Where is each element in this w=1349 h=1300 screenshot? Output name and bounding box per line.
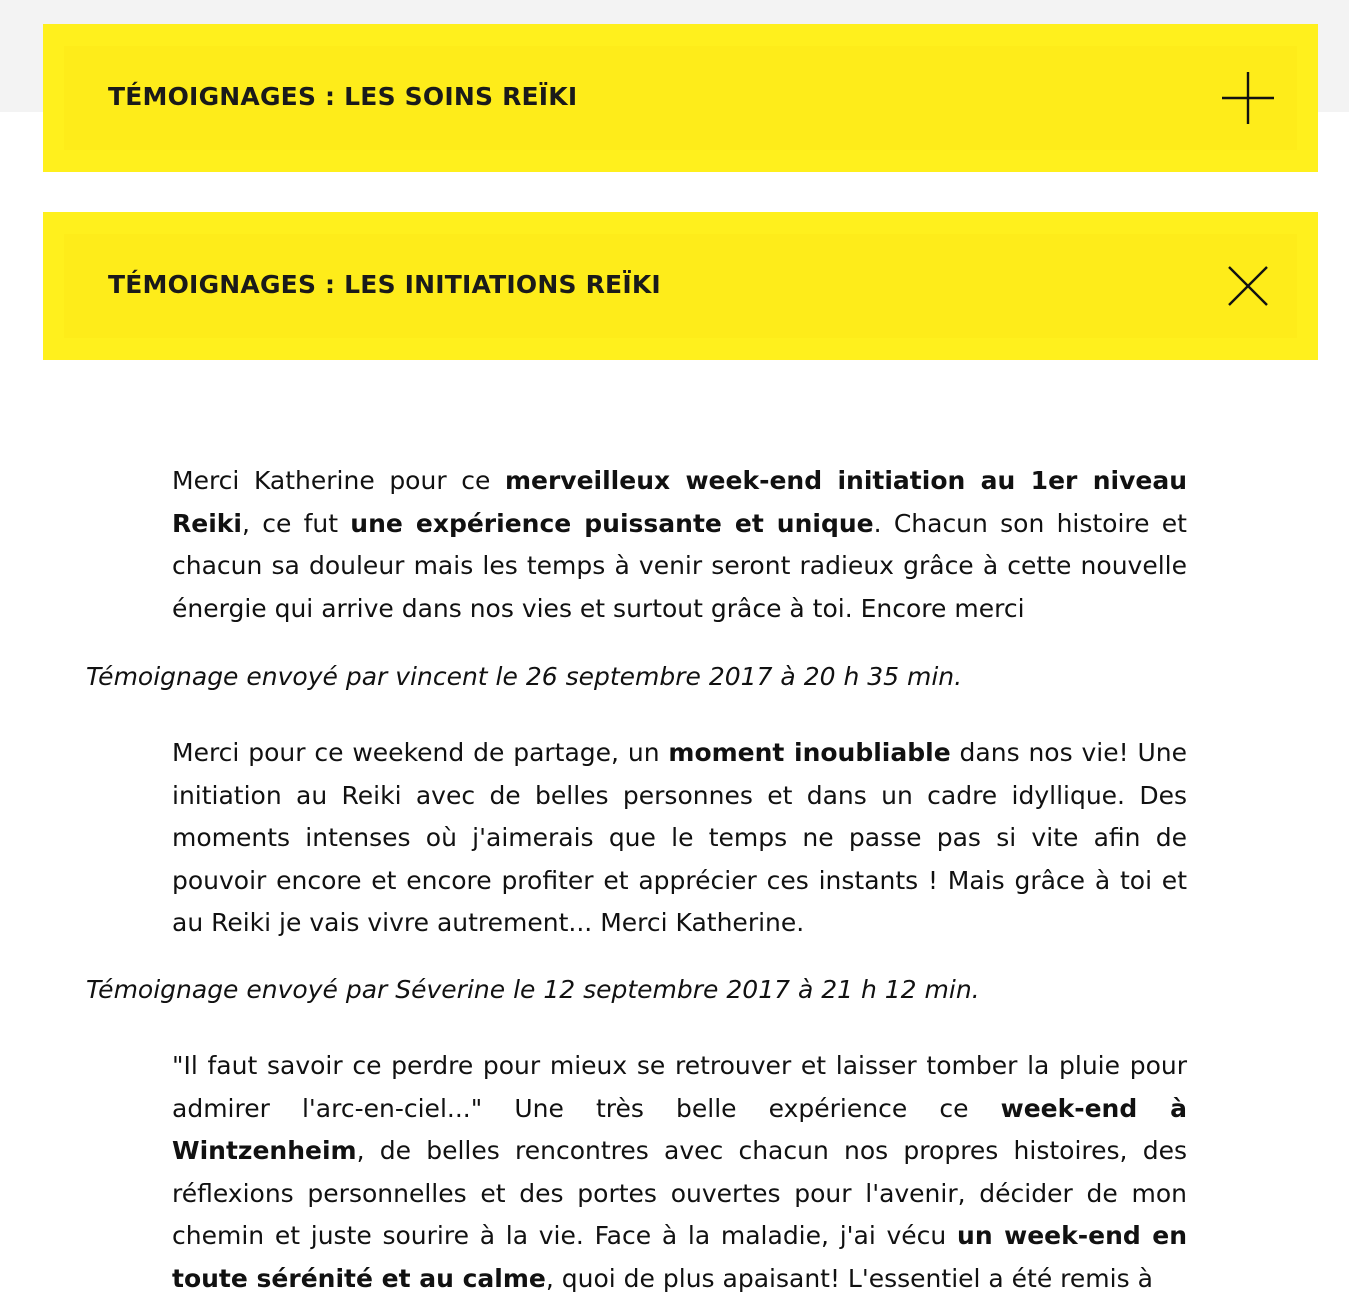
accordion-initiations-reiki[interactable]: [43, 212, 1318, 360]
testimonial-quote: [172, 732, 1187, 945]
quote-text: Merci Katherine pour ce: [172, 466, 505, 495]
quote-text: , ce fut: [241, 508, 351, 538]
testimonial-signature: Témoignage envoyé par vincent le 26 septembre 2017 à 20 h 35 min.: [86, 662, 963, 691]
quote-text: , de belles rencontres avec chacun nos propres histoires, des réflexions personnelles et des portes ouvertes pour l'avenir, décider de mon chemin et juste sourire à la vie. Face à la maladie, j'ai vécu: [172, 1136, 1187, 1250]
accordion-title[interactable]: TÉMOIGNAGES : LES SOINS REÏKI: [108, 82, 578, 111]
accordion-soins-reiki[interactable]: [43, 24, 1318, 172]
quote-text: "Il faut savoir ce perdre pour mieux se retrouver et laisser tomber la pluie pour admirer l'arc-en-ciel..." Une très belle expérience ce: [172, 1051, 1187, 1123]
quote-text: dans nos vie! Une initiation au Reiki avec de belles personnes et dans un cadre idyllique. Des moments intenses où j'aimerais que le temps ne passe pas si vite afin de pouvoir encore et encore profiter et apprécier ces instants ! Mais grâce à toi et au Reiki je vais vivre autrement... Merci Katherine.: [172, 738, 1187, 937]
quote-text: . Chacun son histoire et chacun sa douleur mais les temps à venir seront radieux grâce à cette nouvelle énergie qui arrive dans nos vies et surtout grâce à toi. Encore merci: [172, 508, 1187, 623]
close-icon[interactable]: [1220, 258, 1276, 314]
plus-icon[interactable]: [1220, 70, 1276, 126]
quote-highlight: moment inoubliable: [668, 738, 951, 767]
testimonial-quote: [172, 1045, 1187, 1300]
quote-text: , quoi de plus apaisant! L'essentiel a été remis à: [545, 1263, 1153, 1293]
testimonial-signature: Témoignage envoyé par Séverine le 12 septembre 2017 à 21 h 12 min.: [86, 975, 980, 1004]
quote-text: Merci pour ce weekend de partage, un: [172, 738, 669, 767]
quote-highlight: week-end à Wintzenheim: [172, 1093, 1187, 1165]
quote-highlight: un week-end en toute sérénité et au calme: [172, 1221, 1187, 1293]
quote-highlight: une expérience puissante et unique: [350, 508, 874, 538]
quote-highlight: merveilleux week-end initiation au 1er niveau Reiki: [172, 466, 1187, 538]
testimonial-quote: [172, 460, 1187, 630]
accordion-title[interactable]: TÉMOIGNAGES : LES INITIATIONS REÏKI: [108, 270, 661, 299]
